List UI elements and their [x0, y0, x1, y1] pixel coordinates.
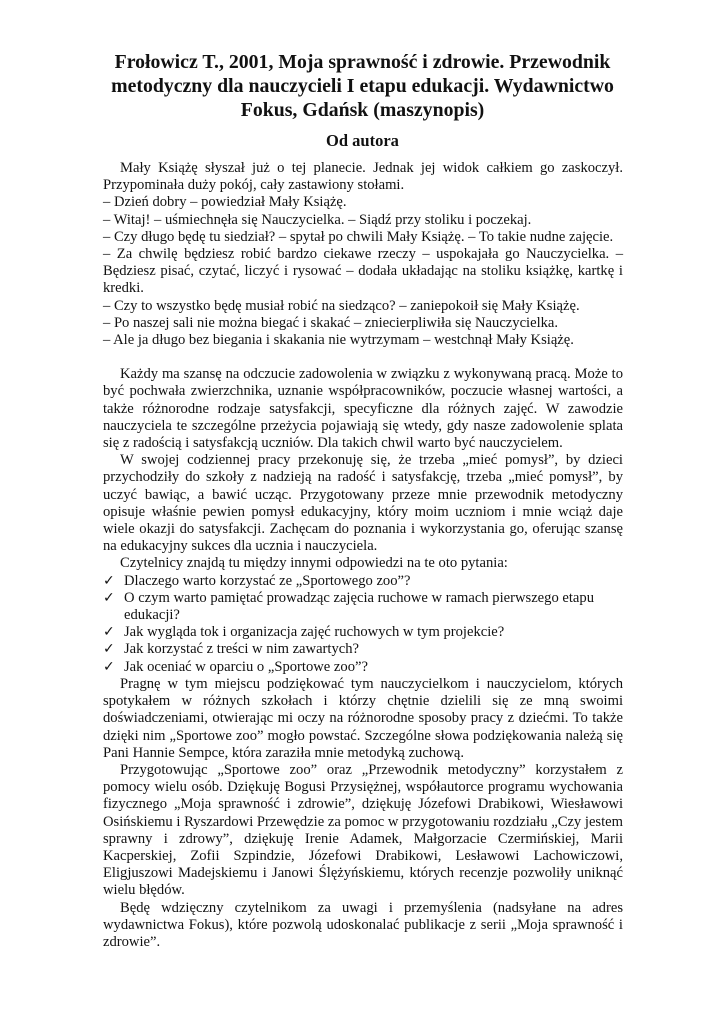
- question-text: Jak oceniać w oparciu o „Sportowe zoo”?: [124, 658, 368, 675]
- dialogue-paragraph: Mały Książę słyszał już o tej planecie. Jednak jej widok całkiem go zaskoczył. Przypominała duży pokój, cały zastawiony stołami.: [103, 160, 623, 194]
- document-body: [103, 160, 623, 951]
- check-mark-icon: ✓: [103, 624, 115, 641]
- check-mark-icon: ✓: [103, 641, 115, 658]
- question-text: Dlaczego warto korzystać ze „Sportowego zoo”?: [124, 572, 411, 589]
- question-text: Jak korzystać z treści w nim zawartych?: [124, 641, 360, 658]
- dialogue-line: – Czy to wszystko będę musiał robić na siedząco? – zaniepokoił się Mały Książę.: [103, 297, 580, 314]
- paragraph-gap: [103, 349, 623, 366]
- body-paragraph: Pragnę w tym miejscu podziękować tym nauczycielkom i nauczycielom, których spotykałem w różnych szkołach i którzy chętnie dzielili się ze mną swoimi doświadczeniami, otwierając mi oczy na różnorodne sposoby pracy z dziećmi. To także dzięki nim „Sportowe zoo” mogło powstać. Szczególne słowa podziękowania należą się Pani Hannie Sempce, która zaraziła mnie metodyką zuchową.: [103, 675, 623, 761]
- body-paragraph: W swojej codziennej pracy przekonuję się, że trzeba „mieć pomysł”, by dzieci przychodziły do szkoły z nadzieją na radość i satysfakcję, trzeba „mieć pomysł”, by uczyć bawiąc, a bawić ucząc. Przygotowany przeze mnie przewodnik metodyczny opisuje właśnie pewien pomysł edukacyjny, który moim uczniom i mnie wciąż daje wiele okazji do satysfakcji. Zachęcam do poznania i wykorzystania go, oferując szansę na edukacyjny sukces dla ucznia i nauczyciela.: [103, 452, 623, 555]
- question-list: [103, 573, 623, 676]
- check-mark-icon: ✓: [103, 572, 115, 589]
- dialogue-line: – Czy długo będę tu siedział? – spytał po chwili Mały Książę. – To takie nudne zajęcie.: [103, 228, 614, 245]
- dialogue-line: – Ale ja długo bez biegania i skakania nie wytrzymam – westchnął Mały Książę.: [103, 332, 574, 349]
- dialogue-line: – Dzień dobry – powiedział Mały Książę.: [103, 194, 347, 211]
- list-item: [103, 573, 623, 590]
- page-title: Frołowicz T., 2001, Moja sprawność i zdrowie. Przewodnik metodyczny dla nauczycieli I etapu edukacji. Wydawnictwo Fokus, Gdańsk (maszynopis): [111, 51, 614, 121]
- dialogue-line: – Po naszej sali nie można biegać i skakać – zniecierpliwiła się Nauczycielka.: [103, 314, 559, 331]
- section-heading: Od autora: [326, 131, 399, 150]
- list-item: [103, 624, 623, 641]
- dialogue-line: – Za chwilę będziesz robić bardzo ciekawe rzeczy – uspokajała go Nauczycielka. – Będziesz pisać, czytać, liczyć i rysować – dodała układając na stoliku książkę, kartkę i kredki.: [103, 246, 623, 297]
- check-mark-icon: ✓: [103, 589, 115, 606]
- body-paragraph: Każdy ma szansę na odczucie zadowolenia w związku z wykonywaną pracą. Może to być pochwała zwierzchnika, uznanie współpracowników, poczucie własnej wartości, a także różnorodne rodzaje satysfakcji, specyficzne dla różnych zajęć. W zawodzie nauczyciela te szczególne przeżycia pojawiają się wtedy, gdy nasze zadowolenie splata się z radością i satysfakcją uczniów. Dla takich chwil warto być nauczycielem.: [103, 366, 623, 452]
- body-paragraph: Przygotowując „Sportowe zoo” oraz „Przewodnik metodyczny” korzystałem z pomocy wielu osób. Dziękuję Bogusi Przysiężnej, współautorce programu wychowania fizycznego „Moja sprawność i zdrowie”, dziękuję Józefowi Drabikowi, Wiesławowi Osińskiemu i Ryszardowi Przewędzie za pomoc w przygotowaniu rozdziału „Czy jestem sprawny i zdrowy”, dziękuję Irenie Adamek, Małgorzacie Czermińskiej, Marii Kacperskiej, Zofii Szpindzie, Józefowi Drabikowi, Lesławowi Lachowiczowi, Eligjuszowi Madejskiemu i Janowi Ślężyńskiemu, których recenzje pozwoliły uniknąć wielu błędów.: [103, 761, 623, 899]
- list-item: [103, 659, 623, 676]
- question-text: O czym warto pamiętać prowadząc zajęcia ruchowe w ramach pierwszego etapu edukacji?: [124, 589, 594, 624]
- list-item: [103, 590, 623, 624]
- question-text: Jak wygląda tok i organizacja zajęć ruchowych w tym projekcie?: [124, 624, 505, 641]
- dialogue-line: – Witaj! – uśmiechnęła się Nauczycielka. – Siądź przy stoliku i poczekaj.: [103, 211, 532, 228]
- body-paragraph: Czytelnicy znajdą tu między innymi odpowiedzi na te oto pytania:: [120, 555, 508, 572]
- body-paragraph: Będę wdzięczny czytelnikom za uwagi i przemyślenia (nadsyłane na adres wydawnictwa Fokus), które pozwolą udoskonalać publikacje z serii „Moja sprawność i zdrowie”.: [103, 899, 623, 950]
- check-mark-icon: ✓: [103, 658, 115, 675]
- list-item: [103, 641, 623, 658]
